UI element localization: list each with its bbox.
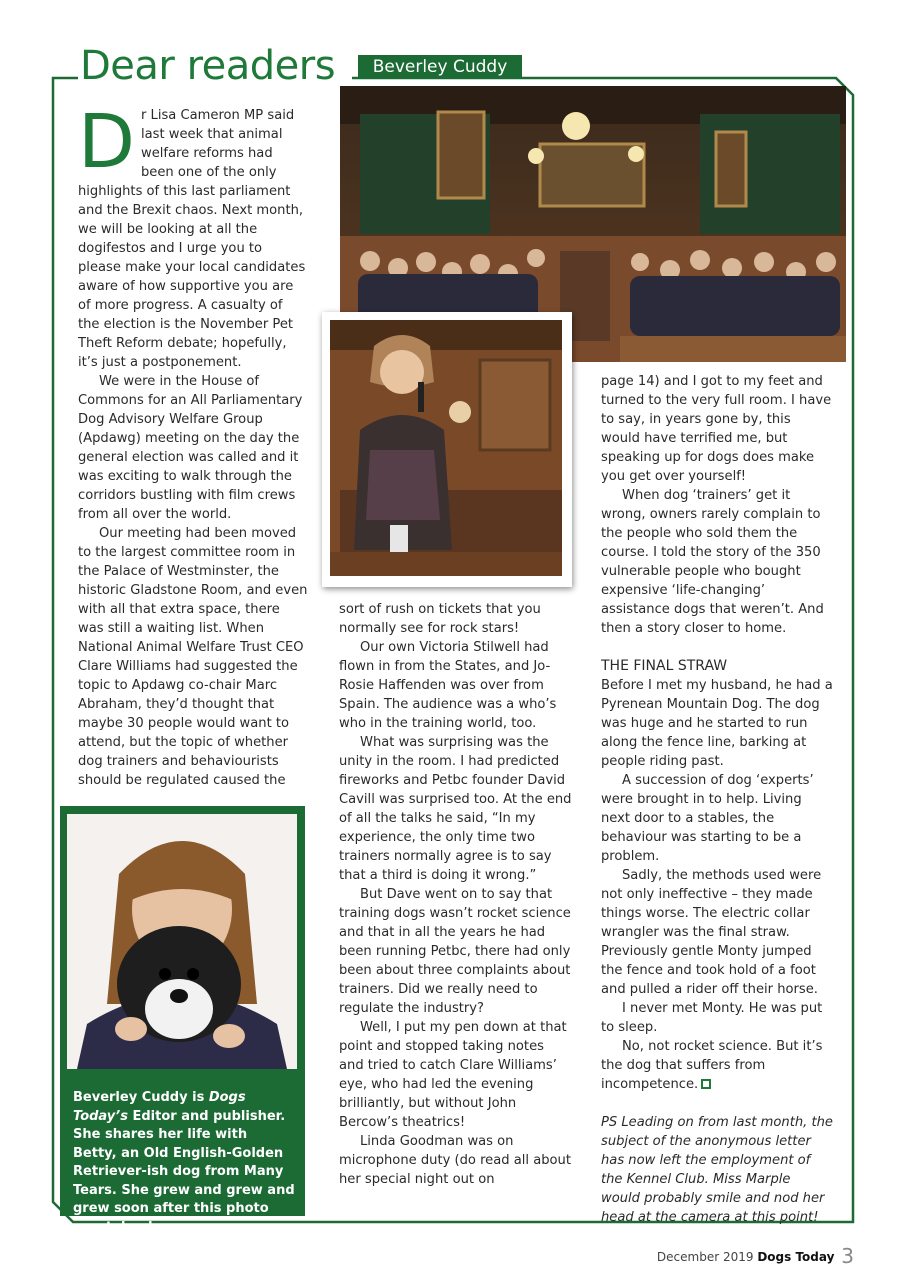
author-byline: Beverley Cuddy — [358, 55, 522, 79]
paragraph: Sadly, the methods used were not only ineffective – they made things worse. The electric collar wrangler was the final straw. Previously gentle Monty jumped the fence and took hold of a foot and pulled a rider off their horse. — [601, 868, 822, 997]
paragraph: Before I met my husband, he had a Pyrenean Mountain Dog. The dog was huge and he started to run along the fence line, barking at people riding past. — [601, 678, 833, 769]
author-profile-box — [60, 806, 305, 1235]
issue-date: December 2019 — [656, 1250, 754, 1264]
paragraph: page 14) and I got to my feet and turned to the very full room. I have to say, in years gone by, this would have terrified me, but speaking up for dogs does make you get over yourself! — [601, 374, 832, 484]
magazine-name: Dogs Today — [757, 1250, 835, 1264]
end-mark-icon — [701, 1079, 711, 1089]
paragraph: A succession of dog ‘experts’ were brought in to help. Living next door to a stables, the behaviour was starting to be a problem. — [601, 773, 814, 864]
paragraph: Our meeting had been moved to the largest committee room in the Palace of Westminster, the historic Gladstone Room, and even with all that extra space, there was still a waiting list. When National Animal Welfare Trust CEO Clare Williams had suggested the topic to Apdawg co-chair Marc Abraham, they’d thought that maybe 30 people would want to attend, but the topic of whether dog trainers and behaviourists should be regulated caused the — [78, 526, 308, 788]
paragraph: Well, I put my pen down at that point and stopped taking notes and tried to catch Clare Williams’ eye, who had led the evening brilliantly, but without John Bercow’s theatrics! — [339, 1020, 567, 1130]
paragraph: Linda Goodman was on microphone duty (do read all about her special night out on — [339, 1134, 571, 1187]
paragraph: What was surprising was the unity in the room. I had predicted fireworks and Petbc founder David Cavill was surprised too. At the end of all the talks he said, “In my experience, the only time two trainers normally agree is to say that a third is doing it wrong.” — [339, 735, 572, 883]
paragraph: We were in the House of Commons for an All Parliamentary Dog Advisory Welfare Group (Apdawg) meeting on the day the general election was called and it was exciting to walk through the corridors bustling with film crews from all over the world. — [78, 374, 303, 522]
caption-magazine: Dogs Today’s — [73, 1090, 246, 1124]
paragraph-text: No, not rocket science. But it’s the dog that suffers from incompetence. — [601, 1039, 823, 1092]
caption-text: Beverley Cuddy is — [73, 1090, 209, 1105]
page-footer — [657, 1244, 854, 1268]
photo-caption — [73, 1089, 295, 1237]
page-title: Dear readers — [80, 43, 336, 89]
paragraph: Our own Victoria Stilwell had flown in from the States, and Jo-Rosie Haffenden was over from Spain. The audience was a who’s who in the training world, too. — [339, 640, 557, 731]
paragraph: r Lisa Cameron MP said last week that animal welfare reforms had been one of the only highlights of this last parliament and the Brexit chaos. Next month, we will be looking at all the dogifestos and I urge you to please make your local candidates aware of how supportive you are of more progress. A casualty of the election is the November Pet Theft Reform debate; hopefully, it’s just a postponement. — [78, 108, 306, 370]
article-column-2 — [339, 600, 572, 1189]
author-portrait-photo — [67, 814, 297, 1069]
paragraph: But Dave went on to say that training dogs wasn’t rocket science and that in all the years he had been running Petbc, there had only been about three complaints about trainers. Did we really need to regulate the industry? — [339, 887, 571, 1016]
speaker-photo — [322, 312, 572, 587]
page-number: 3 — [841, 1244, 854, 1268]
article-column-3 — [601, 372, 833, 1227]
section-subheading: THE FINAL STRAW — [601, 658, 728, 674]
postscript: PS Leading on from last month, the subject of the anonymous letter has now left the employment of the Kennel Club. Miss Marple would probably smile and nod her head at the camera at this point! — [601, 1115, 833, 1225]
article-column-1 — [78, 99, 308, 790]
drop-cap: D — [78, 99, 135, 185]
paragraph — [601, 1037, 833, 1094]
paragraph: sort of rush on tickets that you normally see for rock stars! — [339, 602, 541, 636]
paragraph: I never met Monty. He was put to sleep. — [601, 1001, 823, 1035]
caption-text: Editor and publisher. She shares her life with Betty, an Old English-Golden Retriever-ish dog from Many Tears. She grew and grew and grew soon after this photo was taken! — [73, 1108, 295, 1235]
paragraph: When dog ‘trainers’ get it wrong, owners rarely complain to the people who sold them the course. I told the story of the 350 vulnerable people who bought expensive ‘life-changing’ assistance dogs that weren’t. And then a story closer to home. — [601, 488, 824, 636]
